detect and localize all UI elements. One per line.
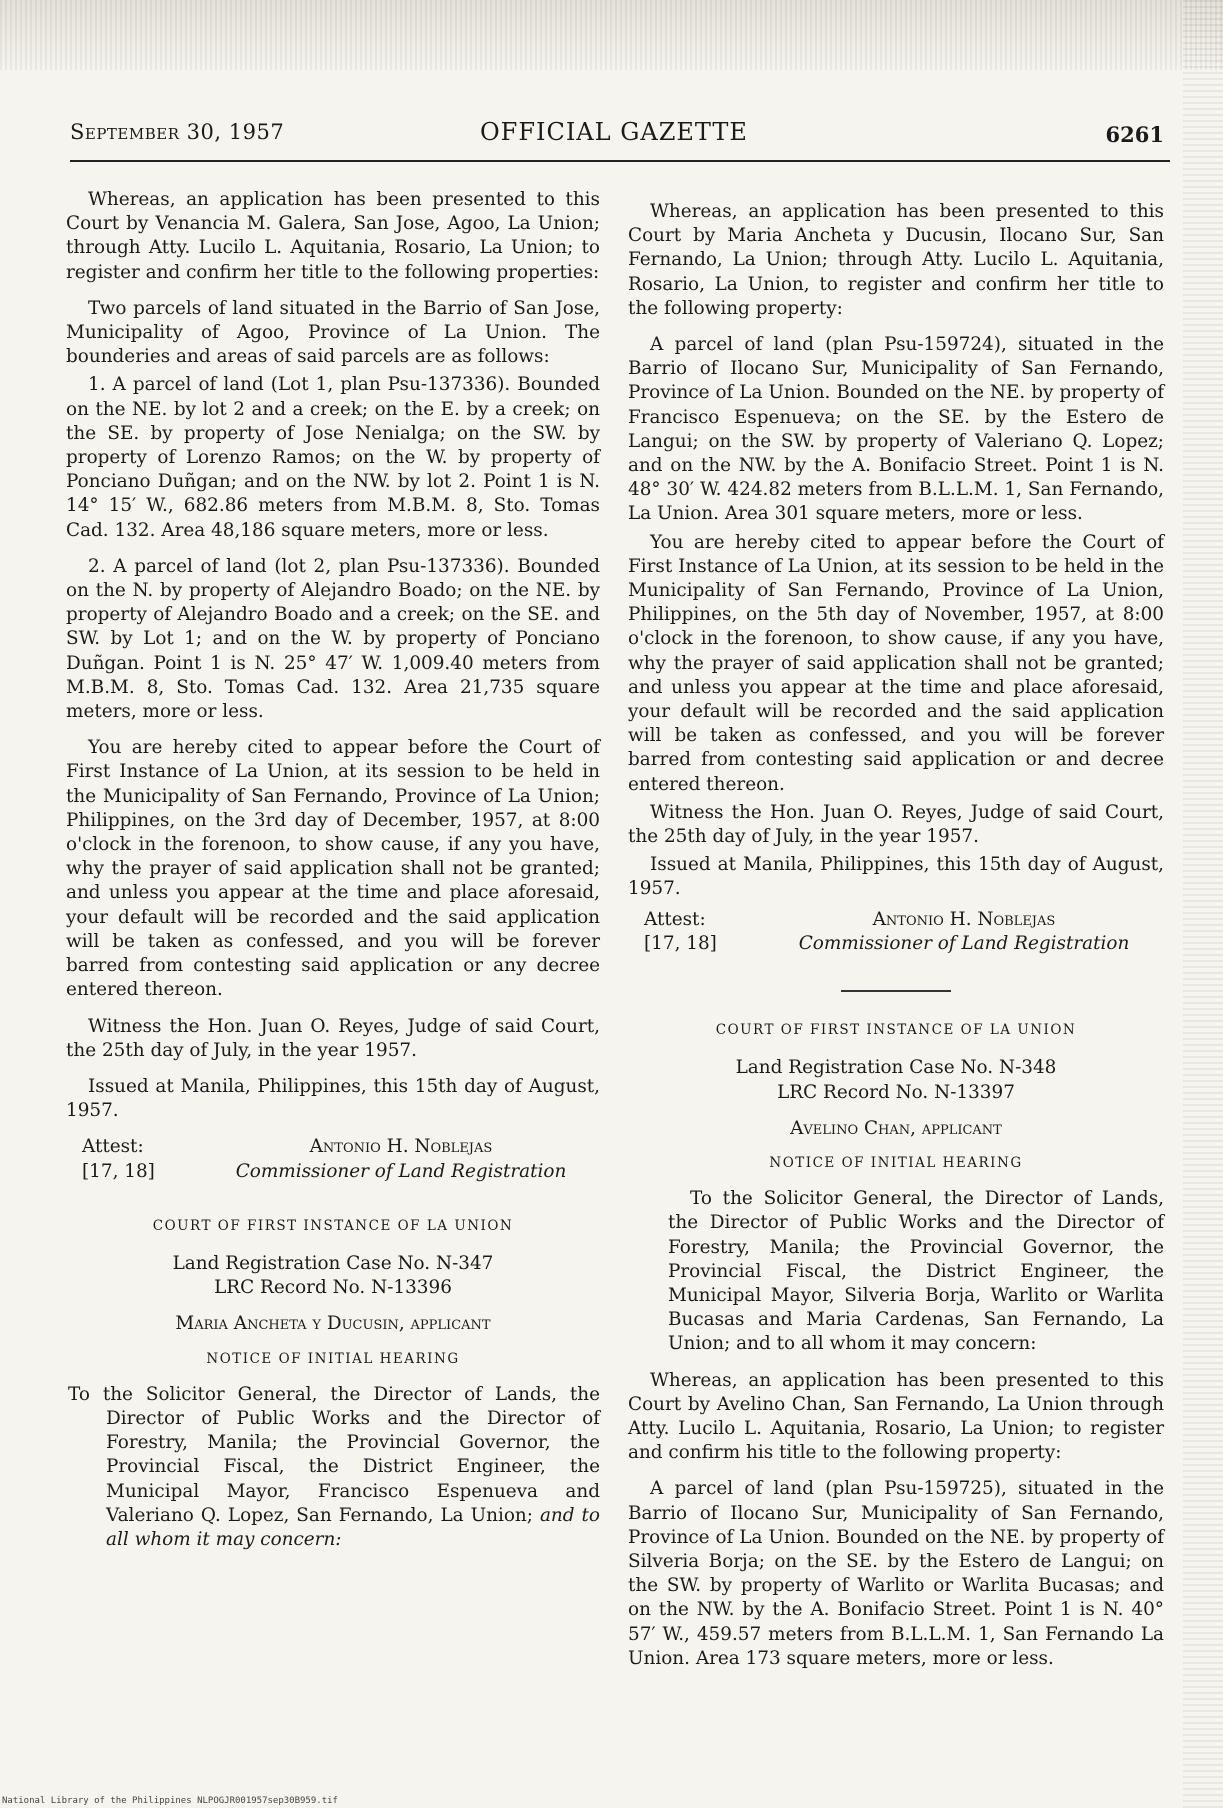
header-rule: [70, 160, 1170, 162]
court-heading: COURT OF FIRST INSTANCE OF LA UNION: [715, 1022, 1077, 1039]
paragraph: Two parcels of land situated in the Barrio of San Jose, Municipality of Agoo, Province of La Union. The bounderies and areas of said parcels are as follows:: [66, 297, 600, 368]
attest-reference: [17, 18]: [644, 932, 717, 954]
paragraph: You are hereby cited to appear before the Court of First Instance of La Union, at its session to be held in the Municipality of San Fernando, Province of La Union; Philippines, on the 3rd day of December, 1957, at 8:00 o'clock in the forenoon, to show cause, if any you have, why the prayer of said application shall not be granted; and unless you appear at the time and place aforesaid, your default will be recorded and the said application will be taken as confessed, and you will be forever barred from contesting said application or any decree entered thereon.: [66, 737, 600, 1001]
case-number: Land Registration Case No. N-348: [735, 1057, 1057, 1079]
signatory-name: Antonio H. Noblejas: [872, 908, 1056, 930]
signatory-title: Commissioner of Land Registration: [798, 932, 1130, 954]
attest-label: Attest:: [644, 908, 706, 930]
left-column: [66, 188, 600, 1552]
paragraph: 2. A parcel of land (lot 2, plan Psu-137336). Bounded on the N. by property of Alejandro Boado; on the NE. by property of Alejandro Boado and a creek; on the SE. and SW. by Lot 1; and on the W. by property of Ponciano Duñgan. Point 1 is N. 25° 47′ W. 1,009.40 meters from M.B.M. 8, Sto. Tomas Cad. 132. Area 21,735 square meters, more or less.: [66, 555, 600, 723]
page-header: [70, 118, 1170, 158]
paragraph: Issued at Manila, Philippines, this 15th day of August, 1957.: [628, 854, 1164, 900]
scan-noise-right: [1183, 0, 1223, 1808]
attest-reference: [17, 18]: [82, 1160, 155, 1182]
addressee-text: To the Solicitor General, the Director of Lands, the Director of Public Works and the Director of Forestry, Manila; the Provincial Governor, the Provincial Fiscal, the District Engineer, the Municipal Mayor, Francisco Espenueva and Valeriano Q. Lopez, San Fernando, La Union;: [68, 1383, 600, 1526]
lrc-record: LRC Record No. N-13396: [214, 1277, 452, 1299]
paragraph: Whereas, an application has been presented to this Court by Venancia M. Galera, San Jose, Agoo, La Union; through Atty. Lucilo L. Aquitania, Rosario, La Union; to register and confirm her title to the following properties:: [66, 189, 600, 283]
paragraph: Whereas, an application has been presented to this Court by Maria Ancheta y Ducusin, Ilocano Sur, San Fernando, La Union; through Atty. Lucilo L. Aquitania, Rosario, La Union, to register and confirm her title to the following property:: [628, 201, 1164, 319]
signatory-name: Antonio H. Noblejas: [309, 1136, 493, 1158]
lrc-record: LRC Record No. N-13397: [777, 1081, 1015, 1103]
applicant-line: Avelino Chan, applicant: [790, 1117, 1002, 1139]
paragraph: Witness the Hon. Juan O. Reyes, Judge of said Court, the 25th day of July, in the year 1957.: [628, 801, 1164, 848]
attestation: [644, 908, 1164, 956]
addressee-closing: and to all whom it may concern:: [106, 1504, 600, 1550]
paragraph: 1. A parcel of land (Lot 1, plan Psu-137336). Bounded on the NE. by lot 2 and a creek; on the E. by a creek; on the SE. by property of Jose Nenialga; on the SW. by property of Lorenzo Ramos; on the W. by property of Ponciano Duñgan; and on the NW. by lot 2. Point 1 is N. 14° 15′ W., 682.86 meters from M.B.M. 8, Sto. Tomas Cad. 132. Area 48,186 square meters, more or less.: [66, 374, 600, 541]
case-number: Land Registration Case No. N-347: [172, 1252, 494, 1274]
publication-title: OFFICIAL GAZETTE: [480, 118, 748, 146]
paragraph: Issued at Manila, Philippines, this 15th day of August, 1957.: [66, 1075, 600, 1122]
attestation: [82, 1135, 600, 1183]
court-heading: COURT OF FIRST INSTANCE OF LA UNION: [152, 1217, 514, 1234]
notice-heading: NOTICE OF INITIAL HEARING: [206, 1350, 460, 1367]
addressee-block: To the Solicitor General, the Director of Lands, the Director of Public Works and the Director of Forestry, Manila; the Provincial Governor, the Provincial Fiscal, the District Engineer, the Municipal Mayor, Silveria Borja, Warlito or Warlita Bucasas and Maria Cardenas, San Fernando, La Union; and to all whom it may concern:: [668, 1188, 1164, 1355]
section-divider: [841, 990, 951, 992]
scan-footer: National Library of the Philippines NLPOGJR001957sep30B959.tif: [2, 1796, 338, 1806]
page-number: 6261: [1105, 122, 1164, 147]
applicant-line: Maria Ancheta y Ducusin, applicant: [175, 1313, 491, 1335]
attest-label: Attest:: [82, 1136, 144, 1158]
notice-heading: NOTICE OF INITIAL HEARING: [769, 1154, 1023, 1171]
paragraph: You are hereby cited to appear before the Court of First Instance of La Union, at its session to be held in the Municipality of San Fernando, Province of La Union, Philippines, on the 5th day of November, 1957, at 8:00 o'clock in the forenoon, to show cause, if any you have, why the prayer of said application shall not be granted; and unless you appear at the time and place aforesaid, your default will be recorded and the said application will be taken as confessed, and you will be forever barred from contesting said application or and decree entered thereon.: [628, 531, 1164, 795]
right-column: [628, 200, 1164, 1683]
paragraph: Witness the Hon. Juan O. Reyes, Judge of said Court, the 25th day of July, in the year 1957.: [66, 1015, 600, 1061]
paragraph: A parcel of land (plan Psu-159725), situated in the Barrio of Ilocano Sur, Municipality of San Fernando, Province of La Union. Bounded on the NE. by property of Silveria Borja; on the SE. by the Estero de Langui; on the SW. by property of Warlito or Warlita Bucasas; and on the NW. by the A. Bonifacio Street. Point 1 is N. 40° 57′ W., 459.57 meters from B.L.L.M. 1, San Fernando La Union. Area 173 square meters, more or less.: [628, 1478, 1164, 1669]
scan-noise-top: [0, 0, 1223, 70]
paragraph: A parcel of land (plan Psu-159724), situated in the Barrio of Ilocano Sur, Municipality of San Fernando, Province of La Union. Bounded on the NE. by property of Francisco Espenueva; on the SE. by the Estero de Langui; on the SW. by property of Valeriano Q. Lopez; and on the NW. by the A. Bonifacio Street. Point 1 is N. 48° 30′ W. 424.82 meters from B.L.L.M. 1, San Fernando, La Union. Area 301 square meters, more or less.: [628, 334, 1164, 525]
addressee-block: [66, 1383, 600, 1552]
signatory-title: Commissioner of Land Registration: [235, 1160, 567, 1182]
paragraph: Whereas, an application has been presented to this Court by Avelino Chan, San Fernando, La Union through Atty. Lucilo L. Aquitania, Rosario, La Union; to register and confirm his title to the following property:: [628, 1369, 1164, 1464]
issue-date: September 30, 1957: [70, 120, 285, 144]
